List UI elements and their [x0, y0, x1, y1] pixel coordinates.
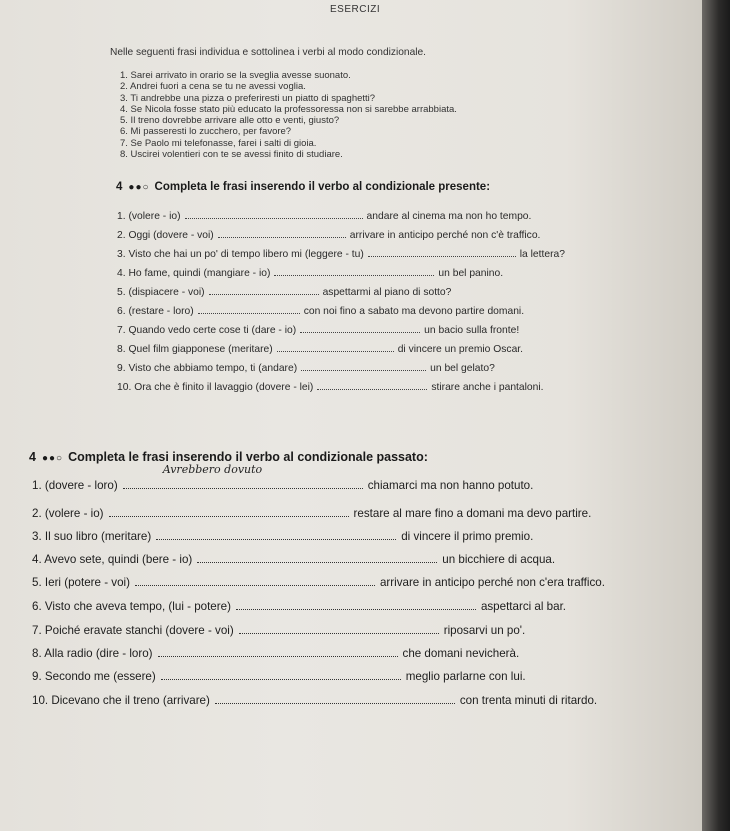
exercise1-sentence: 7. Se Paolo mi telefonasse, farei i salti di gioia. [120, 137, 317, 149]
exercise3-item: 5. Ieri (potere - voi) arrivare in anticipo perché non c'era traffico. [32, 573, 605, 589]
answer-blank[interactable] [197, 550, 437, 563]
exercise1-sentence: 8. Uscirei volentieri con te se avessi finito di studiare. [120, 149, 343, 161]
answer-blank[interactable] [317, 379, 427, 390]
exercise3-title: Completa le frasi inserendo il verbo al condizionale passato: [68, 450, 428, 464]
page-shadow [702, 0, 730, 831]
answer-blank[interactable] [161, 667, 401, 680]
answer-blank[interactable] [300, 322, 420, 333]
answer-blank[interactable] [135, 573, 375, 586]
exercise3-item: 2. (volere - io) restare al mare fino a domani ma devo partire. [32, 504, 591, 520]
exercise2-item: 3. Visto che hai un po' di tempo libero mi (leggere - tu) la lettera? [117, 246, 565, 260]
exercise2-heading [116, 181, 490, 193]
page-title: ESERCIZI [330, 4, 381, 15]
exercise2-item: 6. (restare - loro) con noi fino a sabato ma devono partire domani. [117, 303, 524, 317]
exercise1-list [120, 70, 457, 160]
answer-blank[interactable] [218, 227, 346, 238]
exercise3-item: 7. Poiché eravate stanchi (dovere - voi) riposarvi un po'. [32, 621, 525, 637]
exercise1-sentence: 4. Se Nicola fosse stato più educato la professoressa non si sarebbe arrabbiata. [120, 103, 457, 115]
answer-blank[interactable] [368, 246, 516, 257]
exercise3-item: 3. Il suo libro (meritare) di vincere il primo premio. [32, 527, 533, 543]
answer-blank[interactable] [236, 597, 476, 610]
exercise1-instruction: Nelle seguenti frasi individua e sottolinea i verbi al modo condizionale. [110, 47, 426, 58]
answer-blank[interactable] [277, 341, 394, 352]
exercise3-item: 10. Dicevano che il treno (arrivare) con trenta minuti di ritardo. [32, 691, 597, 707]
exercise3-item: 6. Visto che aveva tempo, (lui - potere) aspettarci al bar. [32, 597, 566, 613]
exercise2-item: 8. Quel film giapponese (meritare) di vincere un premio Oscar. [117, 341, 523, 355]
answer-blank[interactable] [301, 360, 426, 371]
exercise2-item: 10. Ora che è finito il lavaggio (dovere - lei) stirare anche i pantaloni. [117, 379, 544, 393]
exercise3-item: 1. (dovere - loro) Avrebbero dovuto chiamarci ma non hanno potuto. [32, 463, 534, 492]
exercise2-item: 7. Quando vedo certe cose ti (dare - io) un bacio sulla fronte! [117, 322, 519, 336]
exercise3-item: 8. Alla radio (dire - loro) che domani nevicherà. [32, 644, 519, 660]
answer-blank[interactable] [239, 621, 439, 634]
exercise3-item: 4. Avevo sete, quindi (bere - io) un bicchiere di acqua. [32, 550, 555, 566]
answer-blank[interactable] [109, 504, 349, 517]
exercise2-title: Completa le frasi inserendo il verbo al condizionale presente: [154, 181, 491, 193]
exercise3-heading [29, 450, 428, 464]
answer-blank[interactable] [185, 208, 363, 219]
answer-blank[interactable] [274, 265, 434, 276]
exercise2-item: 4. Ho fame, quindi (mangiare - io) un bel panino. [117, 265, 503, 279]
exercise2-item: 9. Visto che abbiamo tempo, ti (andare) un bel gelato? [117, 360, 495, 374]
exercise-number: 4 [116, 181, 123, 193]
answer-blank[interactable] [158, 644, 398, 657]
exercise1-sentence: 3. Ti andrebbe una pizza o preferiresti un piatto di spaghetti? [120, 92, 376, 104]
exercise2-item: 1. (volere - io) andare al cinema ma non ho tempo. [117, 208, 531, 222]
answer-blank[interactable] [123, 463, 363, 489]
exercise-number: 4 [29, 450, 36, 464]
difficulty-dots-icon: ●●○ [41, 453, 64, 464]
answer-blank[interactable] [156, 527, 396, 540]
answer-blank[interactable] [209, 284, 319, 295]
handwritten-answer: Avrebbero dovuto [162, 463, 263, 476]
exercise2-item: 5. (dispiacere - voi) aspettarmi al piano di sotto? [117, 284, 451, 298]
difficulty-dots-icon: ●●○ [128, 182, 150, 193]
exercise1-sentence: 1. Sarei arrivato in orario se la sveglia avesse suonato. [120, 70, 351, 81]
exercise1-sentence: 2. Andrei fuori a cena se tu ne avessi voglia. [120, 81, 306, 93]
exercise1-sentence: 6. Mi passeresti lo zucchero, per favore? [120, 126, 292, 138]
answer-blank[interactable] [215, 691, 455, 704]
answer-blank[interactable] [198, 303, 300, 314]
exercise2-item: 2. Oggi (dovere - voi) arrivare in anticipo perché non c'è traffico. [117, 227, 540, 241]
exercise3-item: 9. Secondo me (essere) meglio parlarne con lui. [32, 667, 526, 683]
exercise1-sentence: 5. Il treno dovrebbe arrivare alle otto e venti, giusto? [120, 115, 340, 127]
